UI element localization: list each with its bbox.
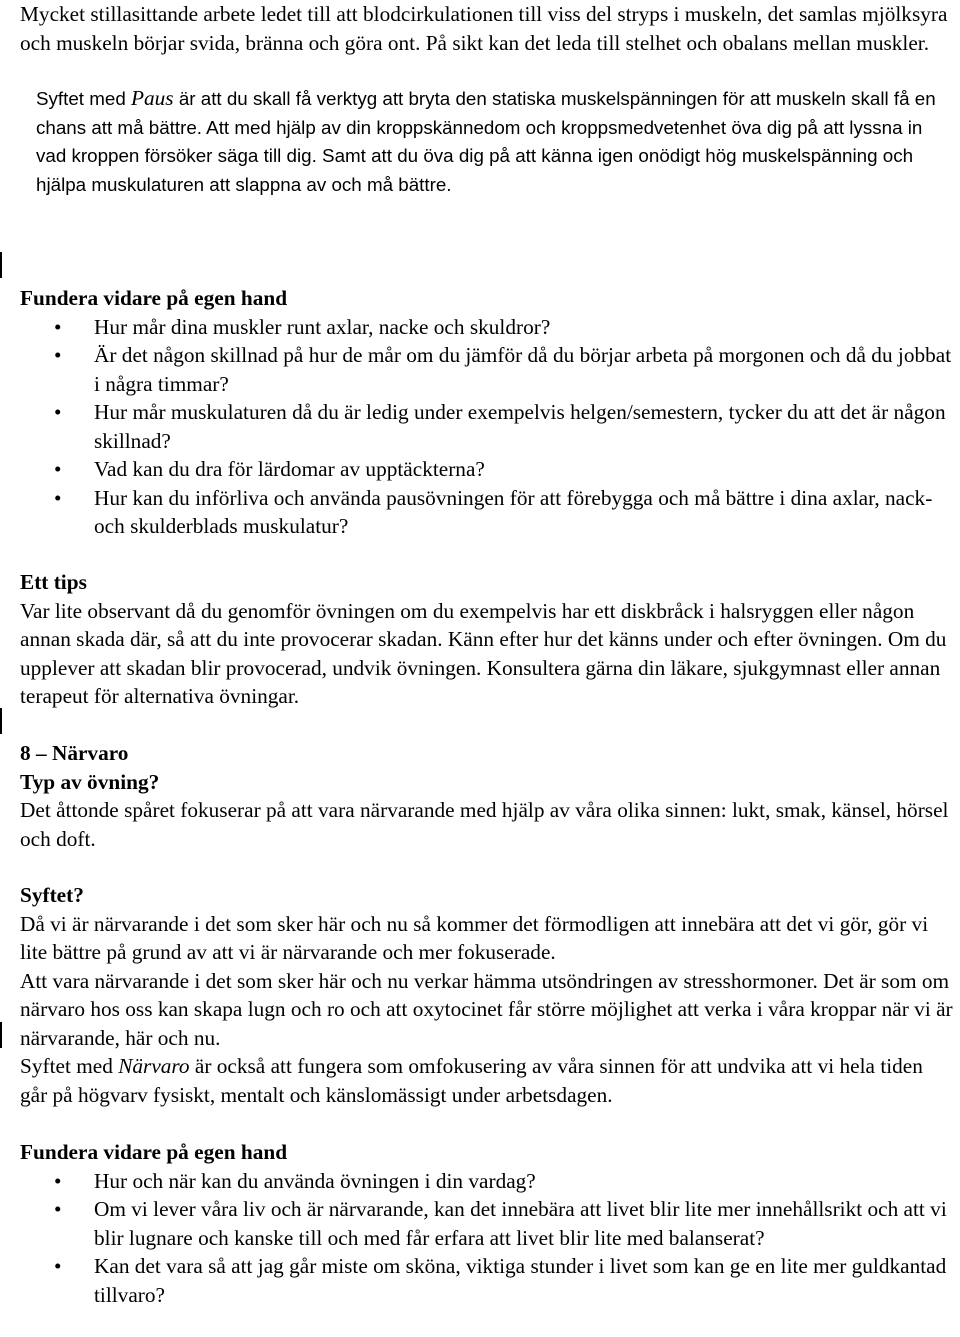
bullet: • <box>54 343 62 367</box>
list-item-text: Hur och när kan du använda övningen i din vardag? <box>94 1168 536 1193</box>
tips-section <box>20 568 955 711</box>
intro-paragraph <box>20 0 955 57</box>
list-item <box>20 455 955 484</box>
purpose-post: är att du skall få verktyg att bryta den statiska muskelspänningen för att muskeln skall få en chans att må bättre. <box>36 88 936 138</box>
section-8-heading: 8 – Närvaro <box>20 741 129 765</box>
change-bar <box>0 1022 2 1048</box>
reflection-section-2 <box>20 1138 955 1309</box>
exercise-type-text: Det åttonde spåret fokuserar på att vara närvarande med hjälp av våra olika sinnen: lukt, smak, känsel, hörsel och doft. <box>20 798 949 851</box>
list-item <box>20 398 955 455</box>
purpose-paragraph <box>20 84 955 199</box>
list-item-text: Hur mår dina muskler runt axlar, nacke och skuldror? <box>94 314 551 339</box>
list-item <box>20 341 955 398</box>
bullet: • <box>54 1168 62 1193</box>
exercise-type-heading: Typ av övning? <box>20 769 160 794</box>
reflection-list-1 <box>20 313 955 541</box>
purpose-sentence-3: Samt att du öva dig på att känna igen onödigt hög muskelspänning och hjälpa muskulaturen att slappna av och må bättre. <box>36 145 914 195</box>
purpose-heading: Syftet? <box>20 883 84 907</box>
list-item-text: Hur mår muskulaturen då du är ledig under exempelvis helgen/semestern, tycker du att det är någon skillnad? <box>94 400 946 453</box>
purpose-emphasis: Paus <box>131 86 174 110</box>
intro-text: Mycket stillasittande arbete ledet till att blodcirkulationen till viss del stryps i muskeln, det samlas mjölksyra och muskeln börjar svida, bränna och göra ont. På sikt kan det leda till stelhet och obalans mellan muskler. <box>20 2 948 55</box>
purpose-p3 <box>20 1052 955 1109</box>
section-heading: Fundera vidare på egen hand <box>20 286 288 310</box>
tips-text: Var lite observant då du genomför övningen om du exempelvis har ett diskbråck i halsryggen eller någon annan skada där, så att du inte provocerar skadan. Känn efter hur det känns under och efter övningen. Om du upplever att skadan blir provocerad, undvik övningen. Konsultera gärna din läkare, sjukgymnast eller annan terapeut för alternativa övningar. <box>20 598 947 708</box>
bullet: • <box>54 314 62 339</box>
reflection-section-1 <box>20 284 955 541</box>
change-bar <box>0 708 2 734</box>
list-item <box>20 1167 955 1196</box>
list-item-text: Hur kan du införliva och använda pausövningen för att förebygga och må bättre i dina axlar, nack- och skulderblads muskulatur? <box>94 485 933 538</box>
purpose-sentence-2: Att med hjälp av din kroppskännedom och kroppsmedvetenhet öva dig på att lyssna in vad kroppen försöker säga till dig. <box>36 116 923 166</box>
bullet: • <box>54 485 62 510</box>
bullet: • <box>54 1254 62 1278</box>
purpose-pre: Syftet med <box>36 88 131 109</box>
section-heading: Fundera vidare på egen hand <box>20 1140 288 1164</box>
bullet: • <box>54 1197 62 1221</box>
purpose-p3-post: är också att fungera som omfokusering av våra sinnen för att undvika att vi hela tiden går på högvarv fysiskt, mentalt och känslomässigt under arbetsdagen. <box>20 1054 923 1107</box>
list-item <box>20 484 955 541</box>
purpose-p2: Att vara närvarande i det som sker här och nu verkar hämma utsöndringen av stresshormoner. Det är som om närvaro hos oss kan skapa lugn och ro och att oxytocinet får större möjlighet att verka i våra kroppar när vi är närvarande, här och nu. <box>20 968 953 1050</box>
bullet: • <box>54 457 62 481</box>
list-item <box>20 1252 955 1309</box>
list-item-text: Om vi lever våra liv och är närvarande, kan det innebära att livet blir lite mer innehållsrikt och att vi blir lugnare och kanske till och med får erfara att livet blir lite med balanserat? <box>94 1197 947 1250</box>
purpose-p1: Då vi är närvarande i det som sker här och nu så kommer det förmodligen att innebära att det vi gör, gör vi lite bättre på grund av att vi är närvarande och mer fokuserade. <box>20 911 929 964</box>
list-item <box>20 313 955 342</box>
list-item-text: Är det någon skillnad på hur de mår om du jämför då du börjar arbeta på morgonen och då du jobbat i några timmar? <box>94 343 952 396</box>
purpose-p3-pre: Syftet med <box>20 1054 119 1078</box>
list-item-text: Vad kan du dra för lärdomar av upptäckterna? <box>94 457 485 481</box>
tips-heading: Ett tips <box>20 570 87 594</box>
list-item-text: Kan det vara så att jag går miste om sköna, viktiga stunder i livet som kan ge en lite mer guldkantad tillvaro? <box>94 1254 947 1307</box>
purpose-p3-emphasis: Närvaro <box>118 1054 190 1078</box>
list-item <box>20 1195 955 1252</box>
section-8 <box>20 739 955 1109</box>
change-bar <box>0 252 2 278</box>
bullet: • <box>54 400 62 424</box>
reflection-list-2 <box>20 1167 955 1310</box>
